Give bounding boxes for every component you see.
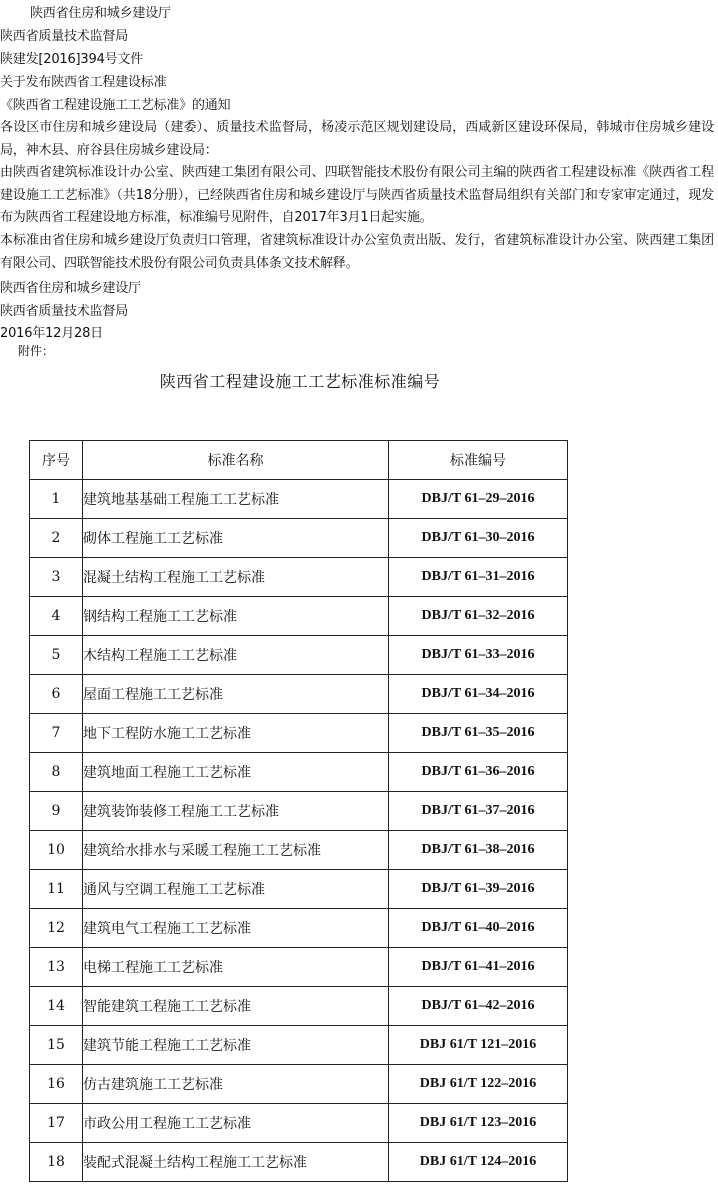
- row-number-cell: 5: [30, 636, 83, 675]
- standard-name-cell: 砌体工程施工工艺标准: [83, 519, 389, 558]
- row-number-cell: 7: [30, 714, 83, 753]
- standard-name-cell: 钢结构工程施工工艺标准: [83, 597, 389, 636]
- row-number-cell: 3: [30, 558, 83, 597]
- standard-code-cell: DBJ/T 61–30–2016: [389, 519, 568, 558]
- row-number-cell: 1: [30, 480, 83, 519]
- standard-name-cell: 装配式混凝土结构工程施工工艺标准: [83, 1143, 389, 1182]
- standard-name-cell: 建筑装饰装修工程施工工艺标准: [83, 792, 389, 831]
- table-row: [30, 714, 568, 753]
- standard-name-cell: 建筑地面工程施工工艺标准: [83, 753, 389, 792]
- standard-name-cell: 通风与空调工程施工工艺标准: [83, 870, 389, 909]
- row-number-cell: 12: [30, 909, 83, 948]
- standard-code-cell: DBJ 61/T 123–2016: [389, 1104, 568, 1143]
- row-number-cell: 11: [30, 870, 83, 909]
- row-number-cell: 6: [30, 675, 83, 714]
- standard-code-cell: DBJ 61/T 121–2016: [389, 1026, 568, 1065]
- responsibility-paragraph: 本标准由省住房和城乡建设厅负责归口管理，省建筑标准设计办公室负责出版、发行，省建筑标准设计办公室、陕西建工集团有限公司、四联智能技术股份有限公司负责具体条文技术解释。: [0, 233, 714, 271]
- row-number-cell: 9: [30, 792, 83, 831]
- table-row: [30, 480, 568, 519]
- table-row: [30, 1143, 568, 1182]
- signature-org-1: 陕西省住房和城乡建设厅: [0, 281, 141, 296]
- standard-code-cell: DBJ/T 61–42–2016: [389, 987, 568, 1026]
- table-row: [30, 987, 568, 1026]
- row-number-cell: 14: [30, 987, 83, 1026]
- table-header-row: [30, 441, 568, 480]
- issuer-line-2: 陕西省质量技术监督局: [0, 29, 129, 44]
- row-number-cell: 15: [30, 1026, 83, 1065]
- table-row: [30, 636, 568, 675]
- issuer-line-1: 陕西省住房和城乡建设厅: [30, 6, 171, 21]
- standard-name-cell: 市政公用工程施工工艺标准: [83, 1104, 389, 1143]
- standard-name-cell: 仿古建筑施工工艺标准: [83, 1065, 389, 1104]
- standard-name-cell: 混凝土结构工程施工工艺标准: [83, 558, 389, 597]
- table-row: [30, 558, 568, 597]
- standard-name-cell: 电梯工程施工工艺标准: [83, 948, 389, 987]
- table-row: [30, 675, 568, 714]
- standard-code-cell: DBJ/T 61–31–2016: [389, 558, 568, 597]
- standard-name-cell: 智能建筑工程施工工艺标准: [83, 987, 389, 1026]
- row-number-cell: 16: [30, 1065, 83, 1104]
- standard-code-cell: DBJ/T 61–40–2016: [389, 909, 568, 948]
- addressees-paragraph: 各设区市住房和城乡建设局（建委）、质量技术监督局，杨凌示范区规划建设局，西咸新区建设环保局，韩城市住房城乡建设局，神木县、府谷县住房城乡建设局：: [0, 120, 714, 158]
- standard-name-cell: 建筑电气工程施工工艺标准: [83, 909, 389, 948]
- standard-code-cell: DBJ/T 61–34–2016: [389, 675, 568, 714]
- attachment-label: 附件：: [18, 344, 55, 358]
- document-number: 陕建发[2016]394号文件: [0, 52, 144, 67]
- row-number-cell: 17: [30, 1104, 83, 1143]
- table-row: [30, 831, 568, 870]
- standard-name-cell: 建筑给水排水与采暖工程施工工艺标准: [83, 831, 389, 870]
- standard-code-cell: DBJ/T 61–33–2016: [389, 636, 568, 675]
- standard-name-cell: 建筑节能工程施工工艺标准: [83, 1026, 389, 1065]
- row-number-cell: 8: [30, 753, 83, 792]
- signature-date: 2016年12月28日: [0, 326, 103, 341]
- standard-code-cell: DBJ/T 61–39–2016: [389, 870, 568, 909]
- standard-code-cell: DBJ/T 61–32–2016: [389, 597, 568, 636]
- row-number-cell: 4: [30, 597, 83, 636]
- standard-name-cell: 木结构工程施工工艺标准: [83, 636, 389, 675]
- standard-code-cell: DBJ/T 61–37–2016: [389, 792, 568, 831]
- standard-code-cell: DBJ 61/T 122–2016: [389, 1065, 568, 1104]
- standard-name-cell: 屋面工程施工工艺标准: [83, 675, 389, 714]
- standard-code-cell: DBJ/T 61–29–2016: [389, 480, 568, 519]
- standard-code-cell: DBJ/T 61–35–2016: [389, 714, 568, 753]
- table-row: [30, 948, 568, 987]
- standard-code-cell: DBJ 61/T 124–2016: [389, 1143, 568, 1182]
- table-row: [30, 1104, 568, 1143]
- table-row: [30, 1026, 568, 1065]
- standard-name-cell: 地下工程防水施工工艺标准: [83, 714, 389, 753]
- table-row: [30, 519, 568, 558]
- row-number-cell: 2: [30, 519, 83, 558]
- standards-table: [29, 440, 568, 1182]
- table-row: [30, 909, 568, 948]
- standard-code-cell: DBJ/T 61–36–2016: [389, 753, 568, 792]
- table-row: [30, 753, 568, 792]
- standard-code-cell: DBJ/T 61–38–2016: [389, 831, 568, 870]
- column-header-name: 标准名称: [83, 441, 389, 480]
- row-number-cell: 10: [30, 831, 83, 870]
- table-title: 陕西省工程建设施工工艺标准标准编号: [159, 372, 441, 391]
- subject-line-2: 《陕西省工程建设施工工艺标准》的通知: [0, 98, 231, 113]
- signature-org-2: 陕西省质量技术监督局: [0, 304, 129, 319]
- table-row: [30, 870, 568, 909]
- table-row: [30, 792, 568, 831]
- table-row: [30, 1065, 568, 1104]
- row-number-cell: 13: [30, 948, 83, 987]
- subject-line-1: 关于发布陕西省工程建设标准: [0, 75, 167, 90]
- standard-name-cell: 建筑地基基础工程施工工艺标准: [83, 480, 389, 519]
- row-number-cell: 18: [30, 1143, 83, 1182]
- standard-code-cell: DBJ/T 61–41–2016: [389, 948, 568, 987]
- column-header-no: 序号: [30, 441, 83, 480]
- table-row: [30, 597, 568, 636]
- release-paragraph: 由陕西省建筑标准设计办公室、陕西建工集团有限公司、四联智能技术股份有限公司主编的陕西省工程建设标准《陕西省工程建设施工工艺标准》（共18分册），已经陕西省住房和城乡建设厅与陕西省质量技术监督局组织有关部门和专家审定通过，现发布为陕西省工程建设地方标准，标准编号见附件，自2017年3月1日起实施。: [0, 165, 714, 225]
- table-body: [30, 480, 568, 1182]
- column-header-code: 标准编号: [389, 441, 568, 480]
